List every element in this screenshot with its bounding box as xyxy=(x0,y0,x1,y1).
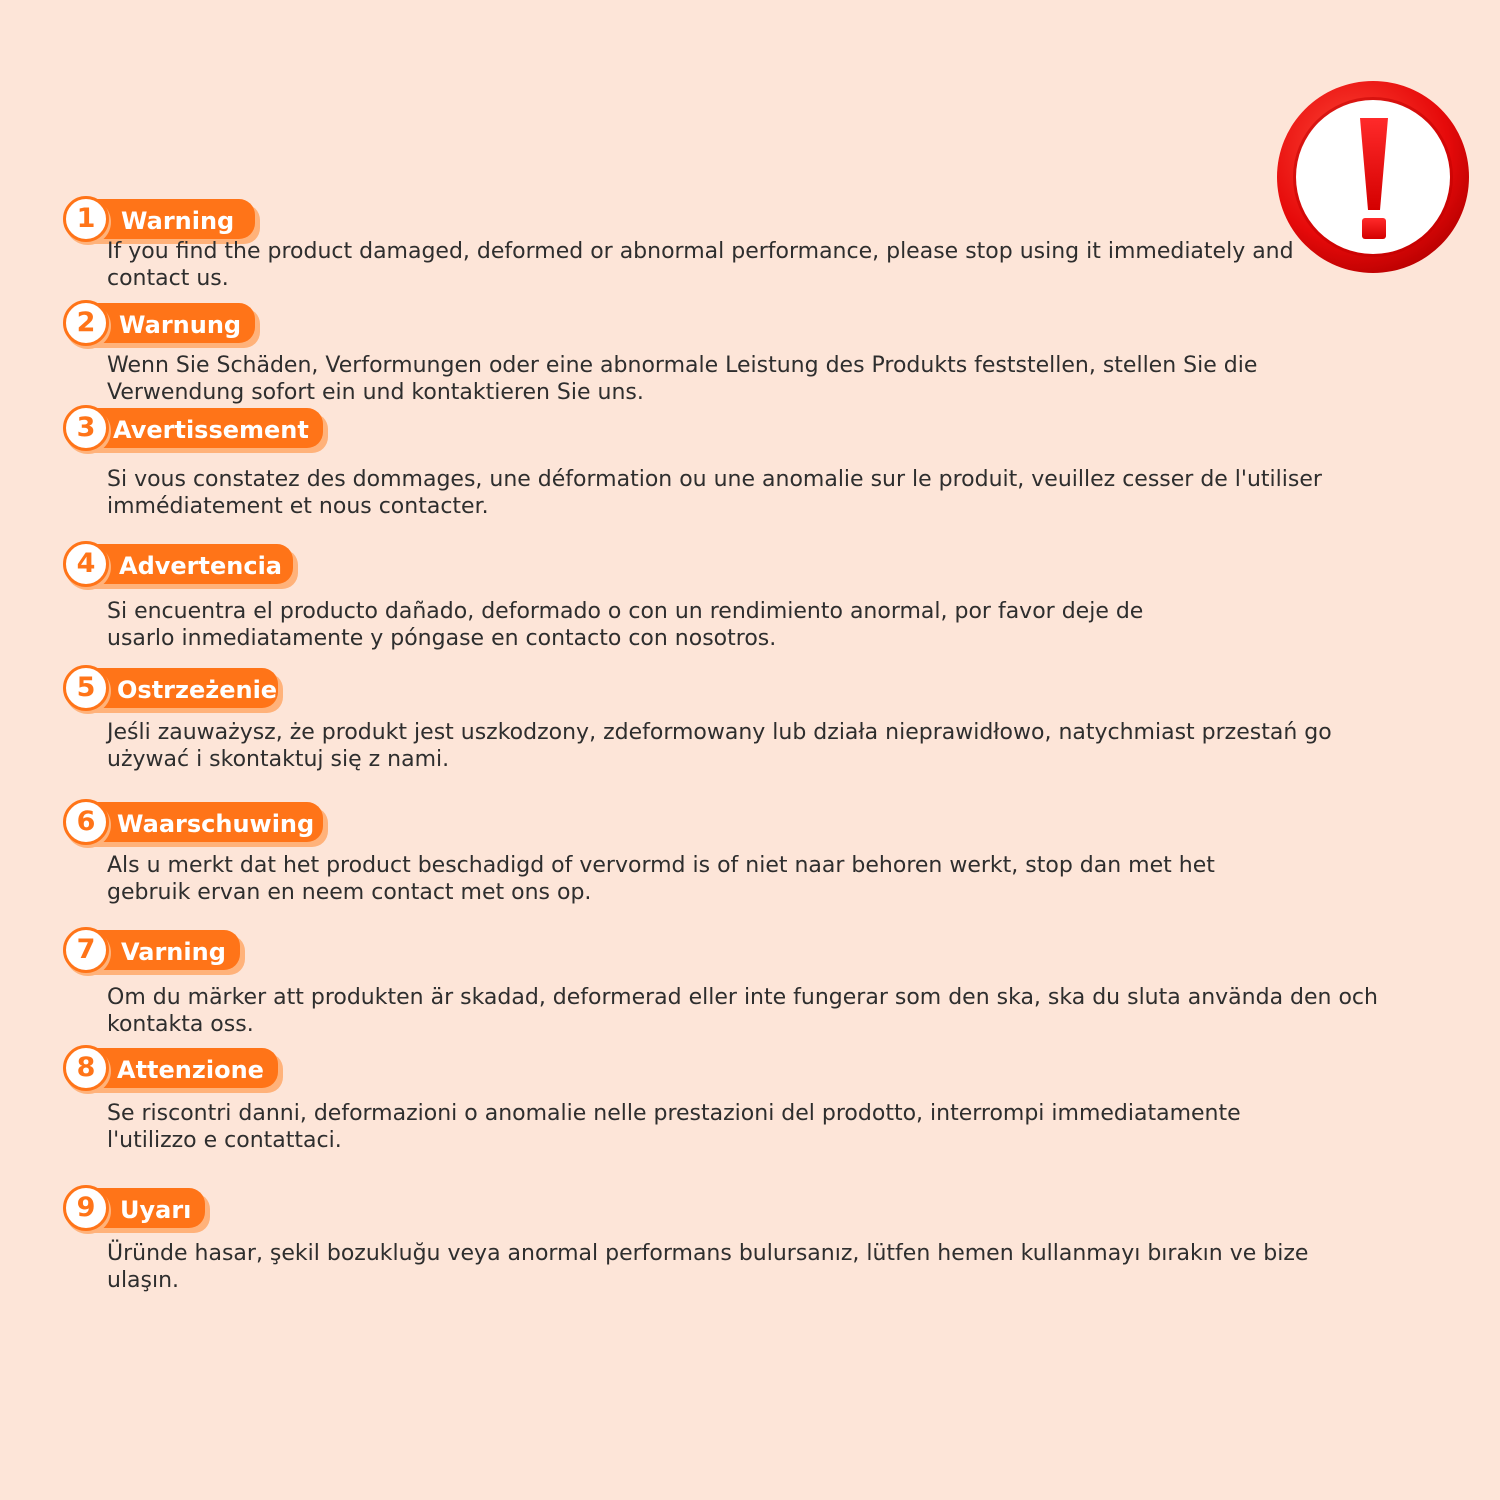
section-number: 8 xyxy=(63,1045,109,1091)
section-title: Varning xyxy=(121,938,226,966)
section-title-tab xyxy=(85,668,278,708)
section-number: 5 xyxy=(63,665,109,711)
section-text: Om du märker att produkten är skadad, deformerad eller inte fungerar som den ska, ska du sluta använda den och kontakta oss. xyxy=(107,985,1378,1037)
section-title-tab xyxy=(85,802,323,842)
section-title: Warning xyxy=(121,207,235,235)
section-text: Wenn Sie Schäden, Verformungen oder eine abnormale Leistung des Produkts feststellen, stellen Sie die Verwendung sofort ein und kontaktieren Sie uns. xyxy=(107,353,1258,405)
section-title-tab xyxy=(85,303,255,343)
section-text: Jeśli zauważysz, że produkt jest uszkodzony, zdeformowany lub działa nieprawidłowo, natychmiast przestań go używać i skontaktuj się z nami. xyxy=(107,720,1332,772)
section-title: Warnung xyxy=(119,311,242,339)
section-number: 1 xyxy=(63,196,109,242)
section-number: 2 xyxy=(63,300,109,346)
section-number: 7 xyxy=(63,927,109,973)
section-text: If you find the product damaged, deformed or abnormal performance, please stop using it immediately and contact us. xyxy=(107,239,1294,291)
section-number: 6 xyxy=(63,799,109,845)
section-title: Avertissement xyxy=(113,416,309,444)
exclamation-warning-icon xyxy=(1276,80,1470,274)
section-title: Ostrzeżenie xyxy=(117,676,278,704)
section-title: Waarschuwing xyxy=(117,810,315,838)
section-text: Si encuentra el producto dañado, deformado o con un rendimiento anormal, por favor deje de usarlo inmediatamente y póngase en contacto con nosotros. xyxy=(107,599,1144,651)
section-text: Üründe hasar, şekil bozukluğu veya anormal performans bulursanız, lütfen hemen kullanmayı bırakın ve bize ulaşın. xyxy=(107,1241,1309,1293)
section-title-tab xyxy=(85,199,255,239)
section-text: Als u merkt dat het product beschadigd of vervormd is of niet naar behoren werkt, stop dan met het gebruik ervan en neem contact met ons op. xyxy=(107,853,1215,905)
section-title-tab xyxy=(85,544,293,584)
section-title-tab xyxy=(85,1048,278,1088)
section-text: Se riscontri danni, deformazioni o anomalie nelle prestazioni del prodotto, interrompi immediatamente l'utilizzo e contattaci. xyxy=(107,1101,1241,1153)
section-title: Uyarı xyxy=(120,1196,192,1224)
section-number: 4 xyxy=(63,541,109,587)
section-title: Advertencia xyxy=(119,552,282,580)
section-number: 3 xyxy=(63,405,109,451)
section-title: Attenzione xyxy=(117,1056,264,1084)
section-text: Si vous constatez des dommages, une déformation ou une anomalie sur le produit, veuillez cesser de l'utiliser immédiatement et nous contacter. xyxy=(107,467,1322,519)
section-number: 9 xyxy=(63,1185,109,1231)
section-title-tab xyxy=(85,408,323,448)
